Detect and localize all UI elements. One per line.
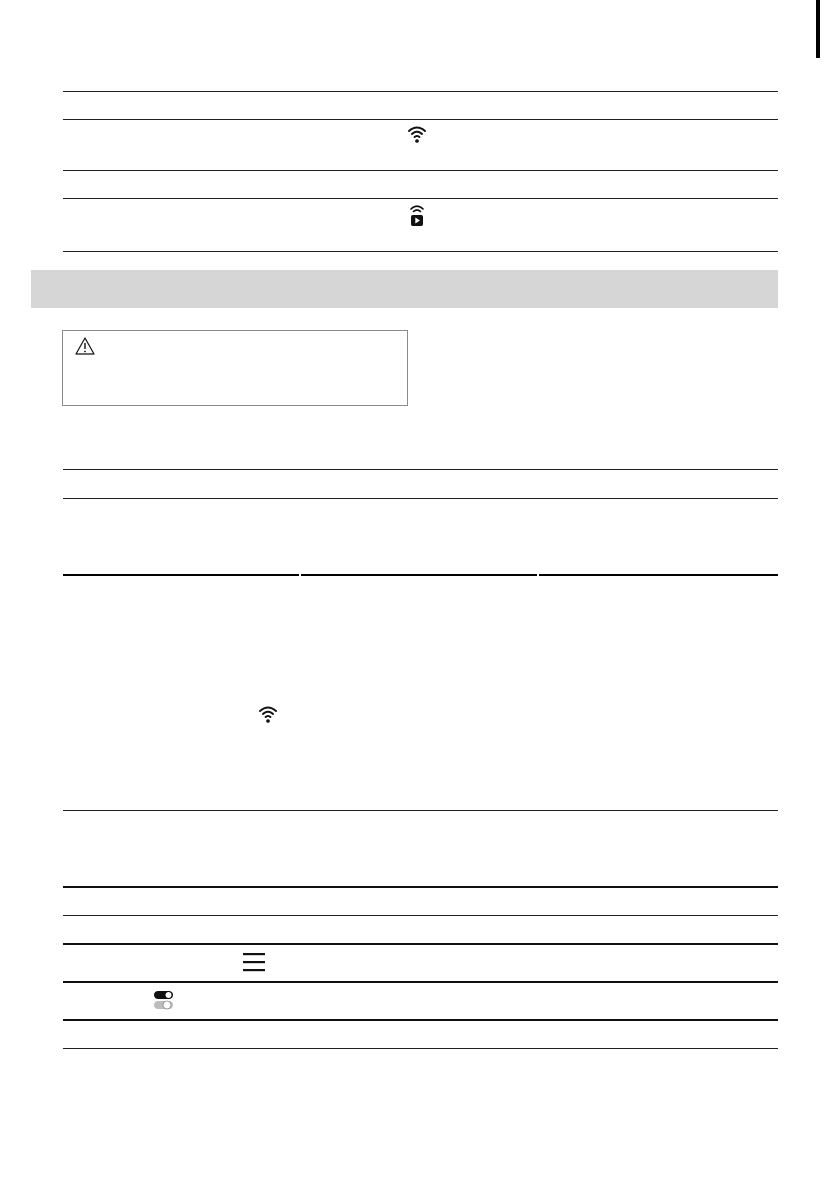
wifi-icon [407,124,427,144]
table-rule [63,469,778,470]
warning-triangle-icon [75,337,95,360]
column-rule [301,574,537,576]
table-rule [63,1019,778,1021]
table-rule [63,886,778,888]
table-rule [63,810,778,811]
table-rule [63,915,778,916]
table-rule [63,198,778,199]
column-rule [539,574,778,576]
warning-box [62,330,408,406]
table-rule [63,943,778,945]
toggle-switch-icon [153,990,175,1010]
table-rule [63,251,778,252]
remote-start-icon [408,204,426,228]
wifi-icon [258,704,278,724]
table-rule [63,91,778,92]
table-rule [63,498,778,499]
section-heading-bar [31,270,778,308]
crop-mark [816,0,820,58]
table-rule [63,119,778,120]
menu-icon [242,951,266,973]
table-rule [63,981,778,983]
column-rule [63,574,299,576]
table-rule [63,170,778,171]
table-rule [63,1048,778,1049]
